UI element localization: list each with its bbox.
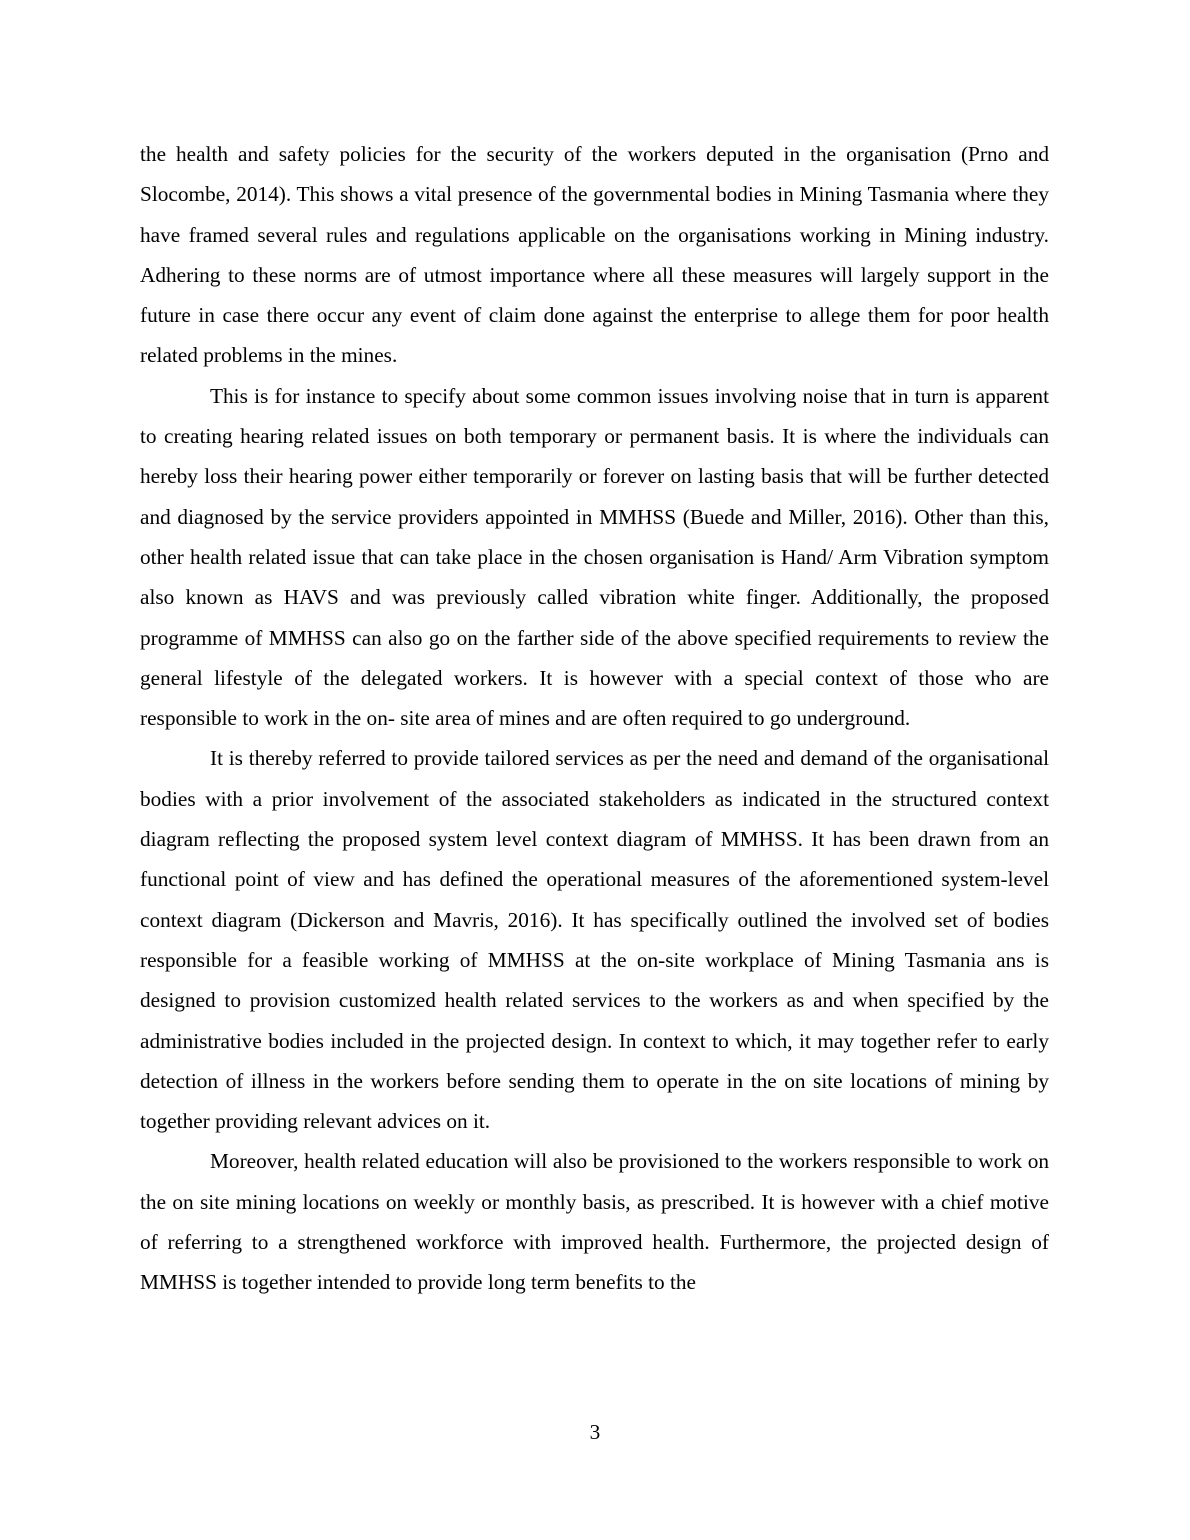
paragraph-noise-issues: This is for instance to specify about some common issues involving noise that in turn is apparent to creating hearing related issues on both temporary or permanent basis. It is where the individuals can hereby loss their hearing power either temporarily or forever on lasting basis that will be further detected and diagnosed by the service providers appointed in MMHSS (Buede and Miller, 2016). Other than this, other health related issue that can take place in the chosen organisation is Hand/ Arm Vibration symptom also known as HAVS and was previously called vibration white finger. Additionally, the proposed programme of MMHSS can also go on the farther side of the above specified requirements to review the general lifestyle of the delegated workers. It is however with a special context of those who are responsible to work in the on- site area of mines and are often required to go underground.	[140, 383, 1049, 731]
paragraph-health-education: Moreover, health related education will also be provisioned to the workers responsible to work on the on site mining locations on weekly or monthly basis, as prescribed. It is however with a chief motive of referring to a strengthened workforce with improved health. Furthermore, the projected design of MMHSS is together intended to provide long term benefits to the	[140, 1149, 1049, 1295]
body-text	[140, 134, 1049, 1303]
paragraph-tailored-services: It is thereby referred to provide tailored services as per the need and demand of the organisational bodies with a prior involvement of the associated stakeholders as indicated in the structured context diagram reflecting the proposed system level context diagram of MMHSS. It has been drawn from an functional point of view and has defined the operational measures of the aforementioned system-level context diagram (Dickerson and Mavris, 2016). It has specifically outlined the involved set of bodies responsible for a feasible working of MMHSS at the on-site workplace of Mining Tasmania ans is designed to provision customized health related services to the workers as and when specified by the administrative bodies included in the projected design. In context to which, it may together refer to early detection of illness in the workers before sending them to operate in the on site locations of mining by together providing relevant advices on it.	[140, 746, 1049, 1134]
paragraph-continued: the health and safety policies for the security of the workers deputed in the organisation (Prno and Slocombe, 2014). This shows a vital presence of the governmental bodies in Mining Tasmania where they have framed several rules and regulations applicable on the organisations working in Mining industry. Adhering to these norms are of utmost importance where all these measures will largely support in the future in case there occur any event of claim done against the enterprise to allege them for poor health related problems in the mines.	[140, 142, 1049, 368]
page-number: 3	[589, 1420, 601, 1444]
